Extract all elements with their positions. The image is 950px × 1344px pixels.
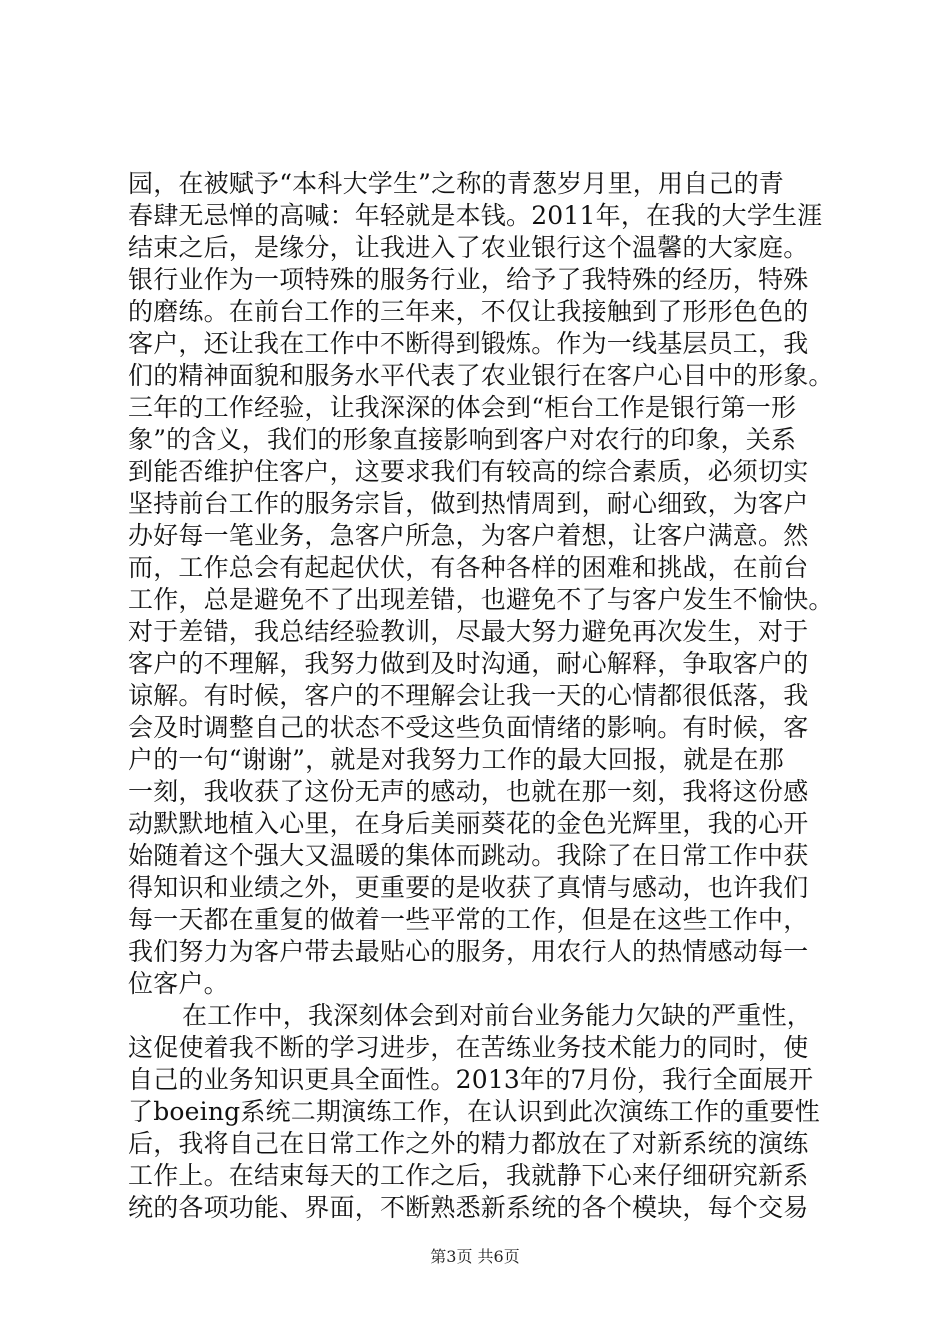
text-line: 一刻，我收获了这份无声的感动，也就在那一刻，我将这份感 bbox=[128, 777, 809, 806]
text-line: 动默默地植入心里，在身后美丽葵花的金色光辉里，我的心开 bbox=[128, 809, 809, 838]
text-line: 结束之后，是缘分，让我进入了农业银行这个温馨的大家庭。 bbox=[128, 233, 809, 262]
text-line: 象”的含义，我们的形象直接影响到客户对农行的印象，关系 bbox=[128, 425, 797, 454]
text-line: 而，工作总会有起起伏伏，有各种各样的困难和挑战，在前台 bbox=[128, 553, 809, 582]
text-line: 位客户。 bbox=[128, 969, 229, 998]
text-line: 园，在被赋予“本科大学生”之称的青葱岁月里，用自己的青 bbox=[128, 169, 784, 198]
text-line: 始随着这个强大又温暖的集体而跳动。我除了在日常工作中获 bbox=[128, 841, 809, 870]
text-line: 们的精神面貌和服务水平代表了农业银行在客户心目中的形象。 bbox=[128, 361, 834, 390]
text-line: 银行业作为一项特殊的服务行业，给予了我特殊的经历，特殊 bbox=[128, 265, 809, 294]
text-line: 户的一句“谢谢”，就是对我努力工作的最大回报，就是在那 bbox=[128, 745, 784, 774]
text-line: 三年的工作经验，让我深深的体会到“柜台工作是银行第一形 bbox=[128, 393, 797, 422]
paragraph-start-line: 在工作中，我深刻体会到对前台业务能力欠缺的严重性， bbox=[182, 1001, 813, 1030]
text-line: 工作上。在结束每天的工作之后，我就静下心来仔细研究新系 bbox=[128, 1161, 809, 1190]
text-line: 后，我将自己在日常工作之外的精力都放在了对新系统的演练 bbox=[128, 1129, 809, 1158]
text-line: 会及时调整自己的状态不受这些负面情绪的影响。有时候，客 bbox=[128, 713, 809, 742]
text-line: 我们努力为客户带去最贴心的服务，用农行人的热情感动每一 bbox=[128, 937, 809, 966]
text-line: 自己的业务知识更具全面性。2013年的7月份，我行全面展开 bbox=[128, 1065, 814, 1094]
text-line: 办好每一笔业务，急客户所急，为客户着想，让客户满意。然 bbox=[128, 521, 809, 550]
text-line: 到能否维护住客户，这要求我们有较高的综合素质，必须切实 bbox=[128, 457, 809, 486]
page-footer: 第3页 共6页 bbox=[430, 1247, 520, 1266]
text-line: 对于差错，我总结经验教训，尽最大努力避免再次发生，对于 bbox=[128, 617, 809, 646]
text-line: 每一天都在重复的做着一些平常的工作，但是在这些工作中， bbox=[128, 905, 809, 934]
text-line: 坚持前台工作的服务宗旨，做到热情周到，耐心细致，为客户 bbox=[128, 489, 809, 518]
body-text bbox=[128, 168, 834, 1224]
text-line: 这促使着我不断的学习进步，在苦练业务技术能力的同时，使 bbox=[128, 1033, 809, 1062]
text-line: 工作，总是避免不了出现差错，也避免不了与客户发生不愉快。 bbox=[128, 585, 834, 614]
text-line: 谅解。有时候，客户的不理解会让我一天的心情都很低落，我 bbox=[128, 681, 809, 710]
text-line: 客户，还让我在工作中不断得到锻炼。作为一线基层员工，我 bbox=[128, 329, 809, 358]
text-line: 的磨练。在前台工作的三年来，不仅让我接触到了形形色色的 bbox=[128, 297, 809, 326]
text-line: 客户的不理解，我努力做到及时沟通，耐心解释，争取客户的 bbox=[128, 649, 809, 678]
text-line: 了boeing系统二期演练工作，在认识到此次演练工作的重要性 bbox=[128, 1097, 820, 1126]
text-line: 统的各项功能、界面，不断熟悉新系统的各个模块，每个交易 bbox=[128, 1193, 809, 1222]
text-line: 得知识和业绩之外，更重要的是收获了真情与感动，也许我们 bbox=[128, 873, 809, 902]
text-line: 春肆无忌惮的高喊：年轻就是本钱。2011年，在我的大学生涯 bbox=[128, 201, 823, 230]
